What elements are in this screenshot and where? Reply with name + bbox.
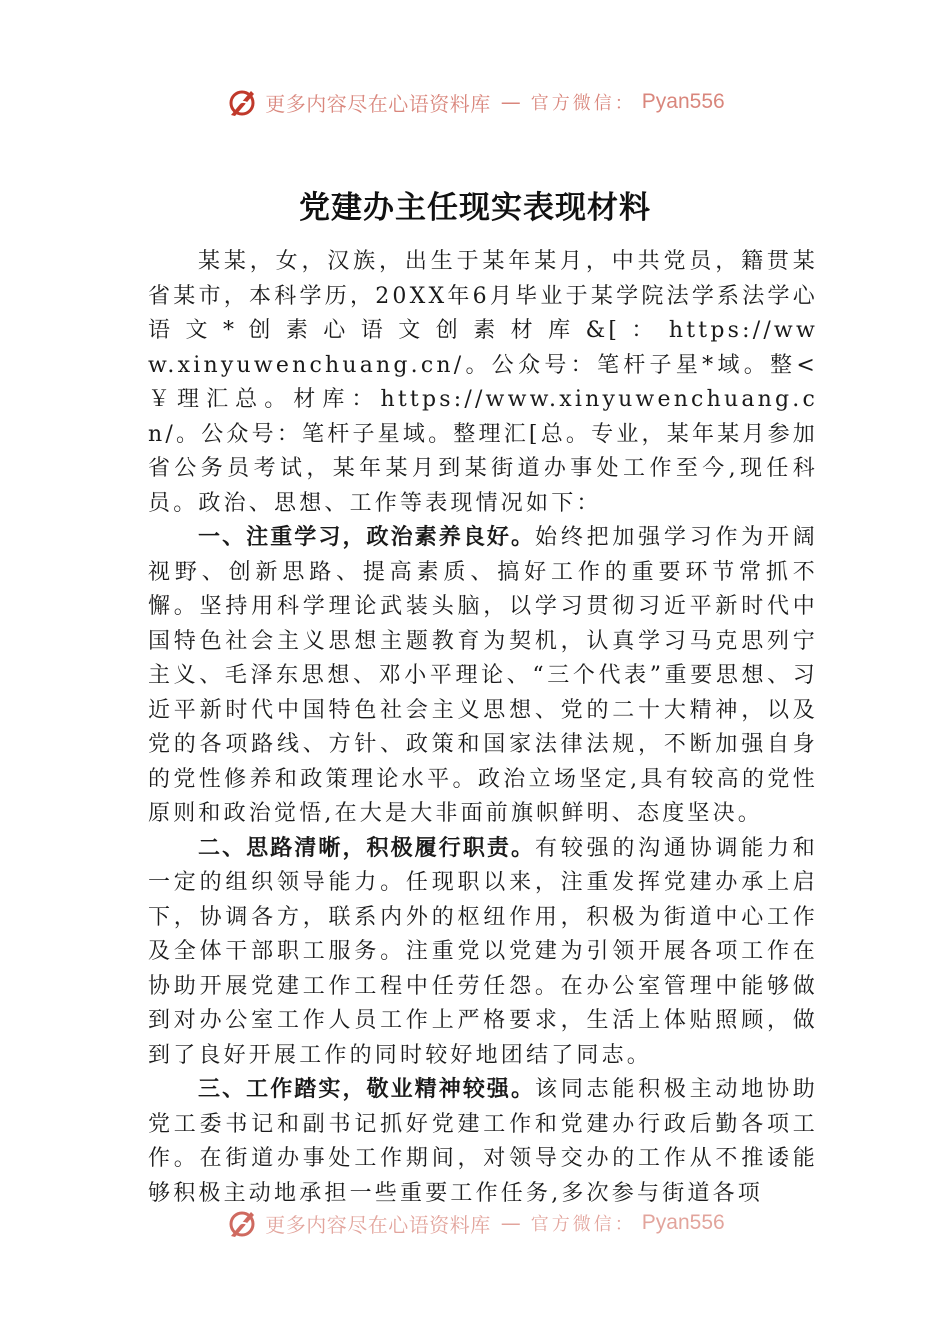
footer-watermark xyxy=(0,1203,950,1243)
section-1-heading: 一、注重学习，政治素养良好。 xyxy=(198,525,536,550)
document-body xyxy=(148,245,818,1215)
watermark-text: 更多内容尽在心语资料库 xyxy=(265,1212,491,1237)
watermark-wechat-id: Pyan556 xyxy=(641,90,725,113)
watermark-wechat-id: Pyan556 xyxy=(641,1211,725,1234)
watermark-separator: — xyxy=(500,1211,521,1235)
section-2-body: 有较强的沟通协调能力和一定的组织领导能力。任现职以来，注重发挥党建办承上启下，协调各方，联系内外的枢纽作用，积极为街道中心工作及全体干部职工服务。注重党以党建为引领开展各项工作在协助开展党建工作工程中任劳任怨。在办公室管理中能够做到对办公室工作人员工作上严格要求，生活上体贴照顾，做到了良好开展工作的同时较好地团结了同志。 xyxy=(148,835,818,1068)
watermark-wechat-label: 官方微信： xyxy=(530,93,636,114)
watermark-text: 更多内容尽在心语资料库 xyxy=(265,91,491,116)
intro-paragraph: 某某，女，汉族，出生于某年某月，中共党员，籍贯某省某市，本科学历，20XX年6月毕业于某学院法学系法学心 语 文 * 创 素 心 语 文 创 素 材 库 &[ ： https://www.xinyuwenchuang.cn/。公众号：笔杆子星*域。整<￥理汇总。材库：https://www.xinyuwenchuang.cn/。公众号：笔杆子星域。整理汇[总。专业，某年某月参加省公务员考试，某年某月到某街道办事处工作至今,现任科员。政治、思想、工作等表现情况如下： xyxy=(148,249,818,516)
section-3-heading: 三、工作踏实，敬业精神较强。 xyxy=(198,1077,536,1102)
section-2-heading: 二、思路清晰，积极履行职责。 xyxy=(198,835,536,861)
section-1-body: 始终把加强学习作为开阔视野、创新思路、提高素质、搞好工作的重要环节常抓不懈。坚持用科学理论武装头脑，以学习贯彻习近平新时代中国特色社会主义思想主题教育为契机，认真学习马克思列宁主义、毛泽东思想、邓小平理论、“三个代表”重要思想、习近平新时代中国特色社会主义思想、党的二十大精神，以及党的各项路线、方针、政策和国家法律法规，不断加强自身的党性修养和政策理论水平。政治立场坚定,具有较高的党性原则和政治觉悟,在大是大非面前旗帜鲜明、态度坚决。 xyxy=(148,525,818,826)
quill-logo-icon xyxy=(225,1206,259,1240)
watermark-wechat-label: 官方微信： xyxy=(530,1214,636,1235)
header-watermark xyxy=(0,82,950,122)
section-2-paragraph xyxy=(148,832,818,1074)
section-3-paragraph xyxy=(148,1073,818,1211)
section-1-paragraph xyxy=(148,521,818,832)
watermark-separator: — xyxy=(500,90,521,114)
quill-logo-icon xyxy=(225,85,259,119)
document-title: 党建办主任现实表现材料 xyxy=(299,190,651,226)
section-3-body: 该同志能积极主动地协助党工委书记和副书记抓好党建工作和党建办行政后勤各项工作。在街道办事处工作期间，对领导交办的工作从不推诿能够积极主动地承担一些重要工作任务,多次参与街道各项 xyxy=(148,1077,818,1206)
